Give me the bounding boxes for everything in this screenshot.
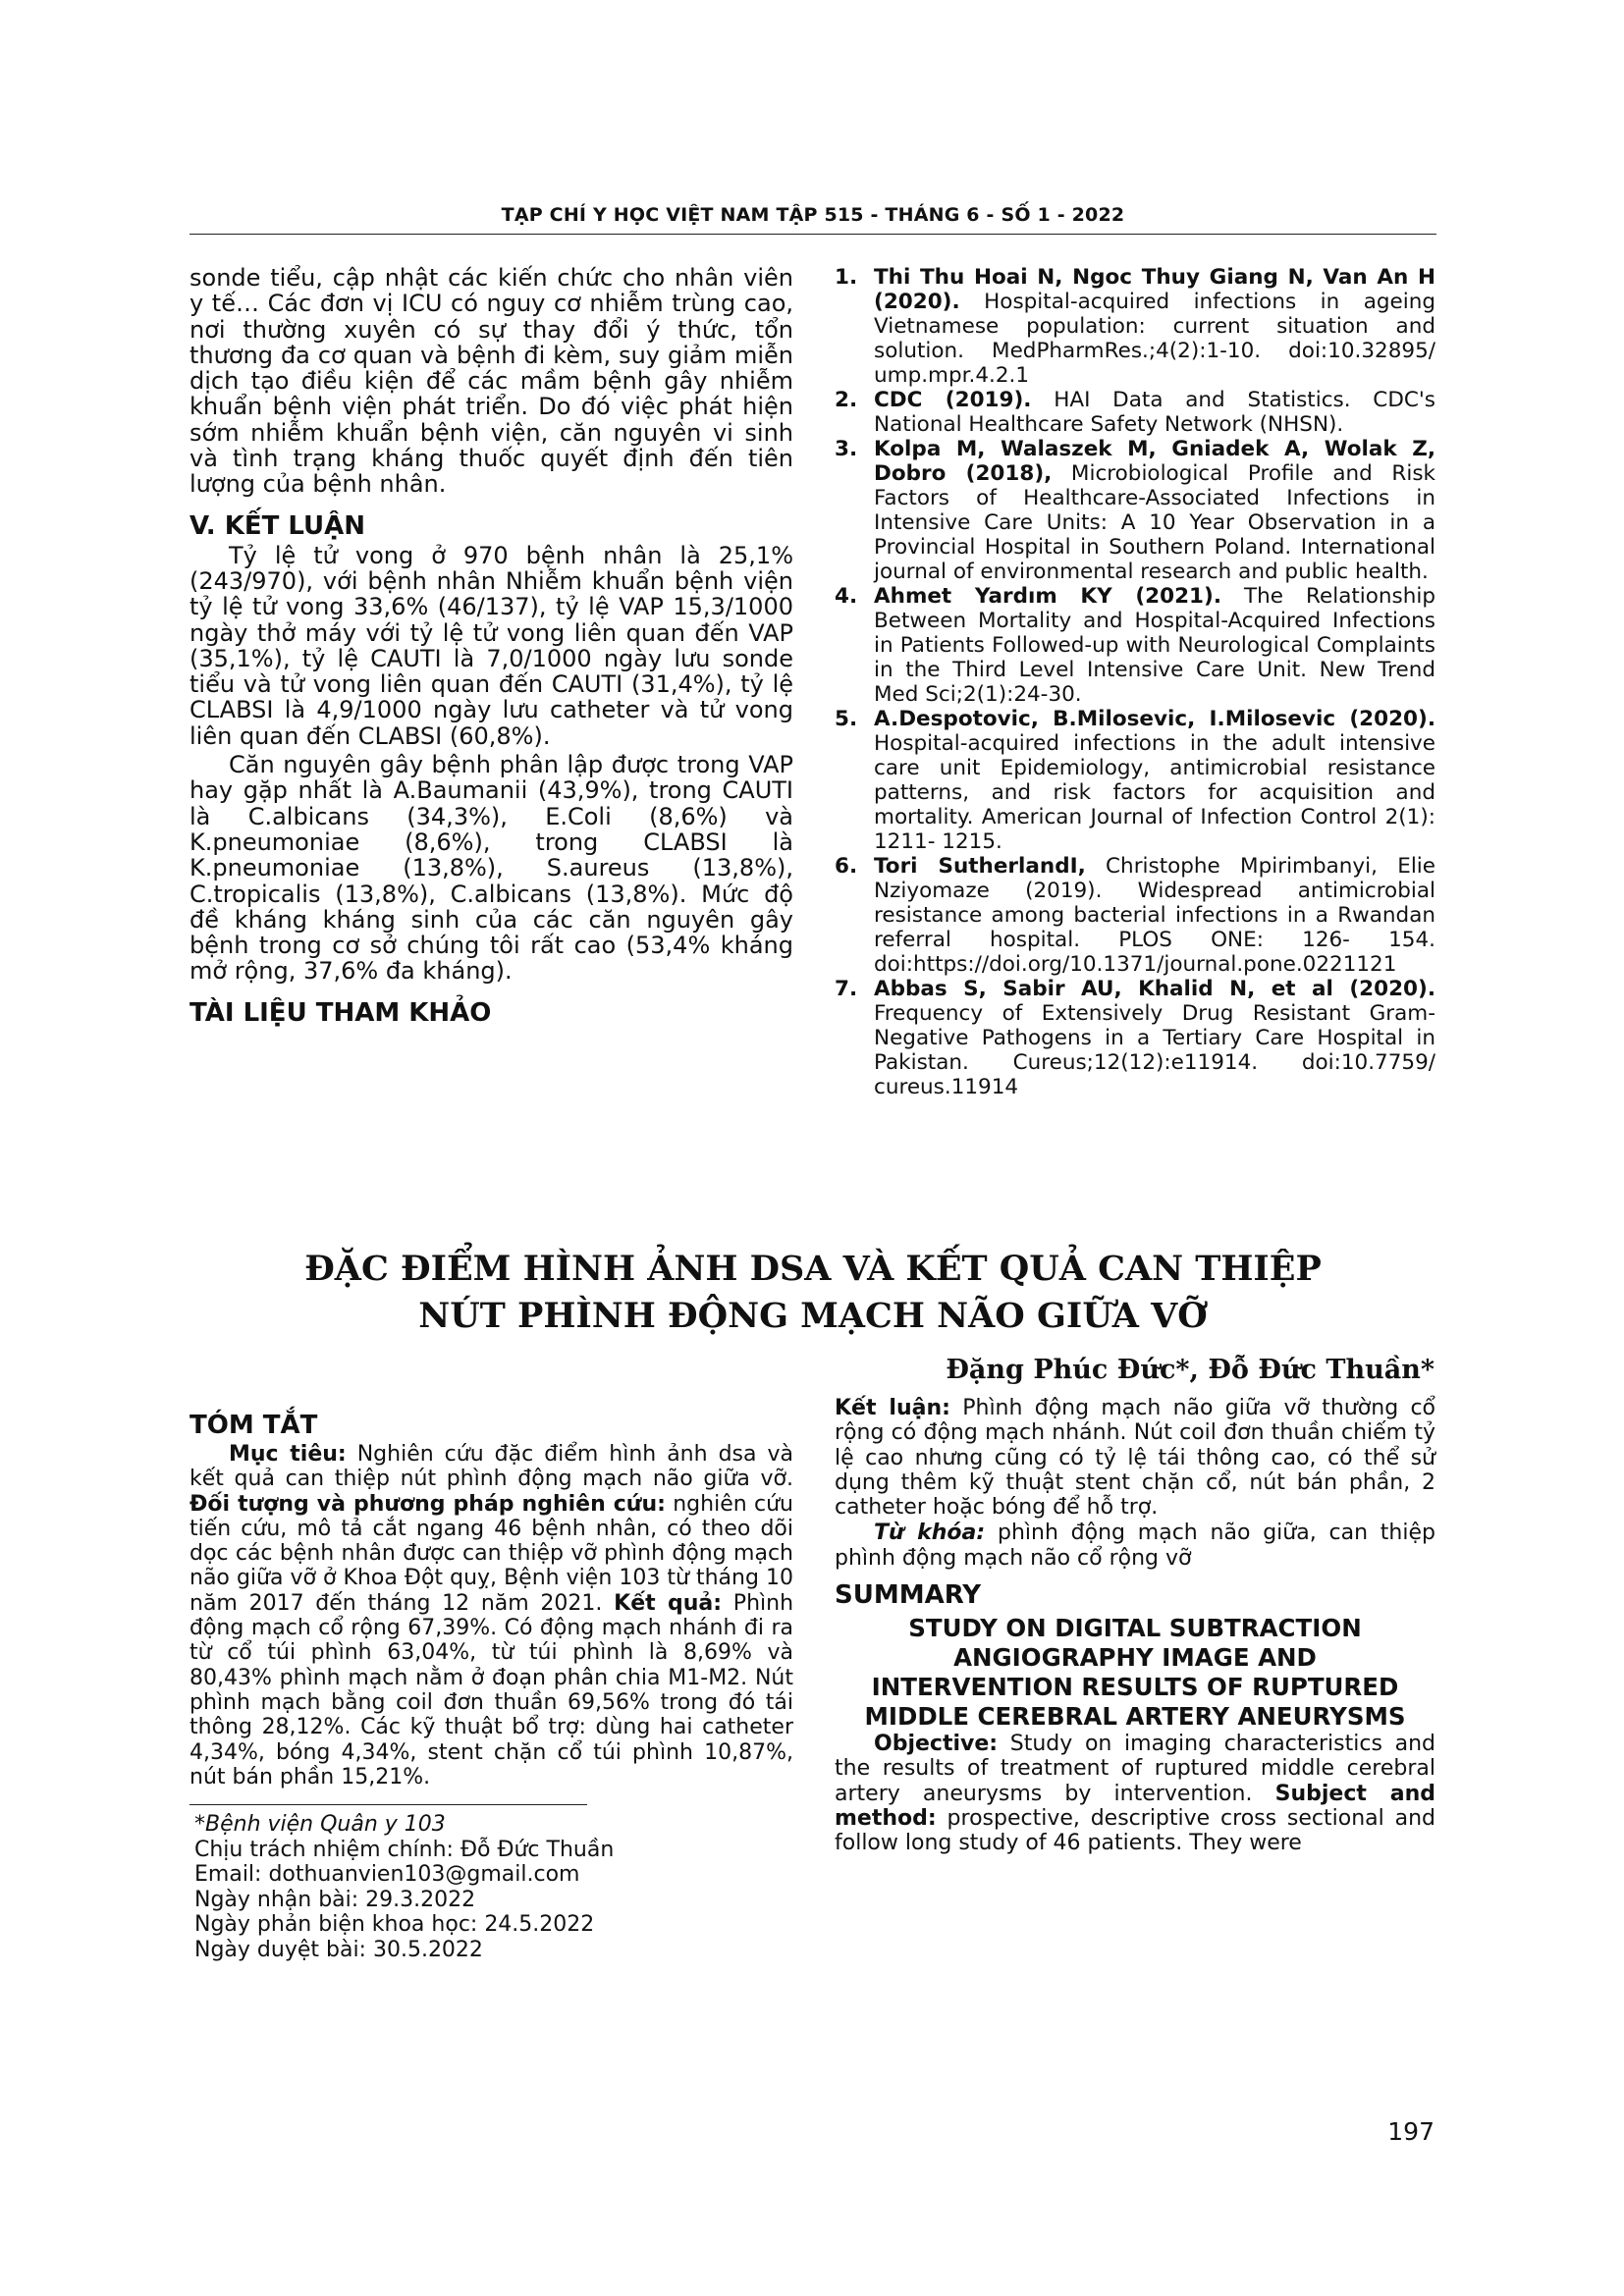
references-column bbox=[835, 265, 1435, 1099]
abstract-continuation: Kết luận: Phình động mạch não giữa vỡ thường cổ rộng có động mạch nhánh. Nút coil đơn thuần chiếm tỷ lệ cao nhưng cũng có tỷ lệ tái thông cao, có thể sử dụng thêm kỹ thuật stent chặn cổ, nút bán phần, 2 catheter hoặc bóng để hỗ trợ. bbox=[835, 1396, 1435, 1521]
reference-item: 1. Thi Thu Hoai N, Ngoc Thuy Giang N, Van An H (2020). Hospital-acquired infections in ageing Vietnamese population: current situation and solution. MedPharmRes.;4(2):1-10. doi:10.32895/ ump.mpr.4.2.1 bbox=[835, 265, 1435, 388]
reference-item: 6. Tori SutherlandI, Christophe Mpirimbanyi, Elie Nziyomaze (2019). Widespread antimicrobial resistance among bacterial infections in a Rwandan referral hospital. PLOS ONE: 126- 154. doi:https://doi.org/10.1371/journal.pone.0221121 bbox=[835, 854, 1435, 977]
article-authors: Đặng Phúc Đức*, Đỗ Đức Thuần* bbox=[946, 1355, 1435, 1385]
reference-item: 3. Kolpa M, Walaszek M, Gniadek A, Wolak Z, Dobro (2018), Microbiological Profile and Risk Factors of Healthcare-Associated Infections in Intensive Care Units: A 10 Year Observation in a Provincial Hospital in Southern Poland. International journal of environmental research and public health. bbox=[835, 437, 1435, 584]
abstract-paragraph: Mục tiêu: Nghiên cứu đặc điểm hình ảnh dsa và kết quả can thiệp nút phình động mạch não giữa vỡ. Đối tượng và phương pháp nghiên cứu: nghiên cứu tiến cứu, mô tả cắt ngang 46 bệnh nhân, có theo dõi dọc các bệnh nhân được can thiệp vỡ phình động mạch não giữa vỡ ở Khoa Đột quỵ, Bệnh viện 103 từ tháng 10 năm 2017 đến tháng 12 năm 2021. Kết quả: Phình động mạch cổ rộng 67,39%. Có động mạch nhánh đi ra từ cổ túi phình 63,04%, từ túi phình là 8,69% và 80,43% phình mạch nằm ở đoạn phân chia M1-M2. Nút phình mạch bằng coil đơn thuần 69,56% trong đó tái thông 28,12%. Các kỹ thuật bổ trợ: dùng hai catheter 4,34%, bóng 4,34%, stent chặn cổ túi phình 10,87%, nút bán phần 15,21%. bbox=[189, 1442, 794, 1789]
author-footnotes bbox=[194, 1812, 614, 1962]
article-title-line-1: ĐẶC ĐIỂM HÌNH ẢNH DSA VÀ KẾT QUẢ CAN THIỆP bbox=[304, 1249, 1322, 1289]
reference-list bbox=[835, 265, 1435, 1099]
continuation-paragraph: sonde tiểu, cập nhật các kiến chức cho nhân viên y tế… Các đơn vị ICU có nguy cơ nhiễm trùng cao, nơi thường xuyên có sự thay đổi ý thức, tổn thương đa cơ quan và bệnh đi kèm, suy giảm miễn dịch tạo điều kiện để các mầm bệnh gây nhiễm khuẩn bệnh viện phát triển. Do đó việc phát hiện sớm nhiễm khuẩn bệnh viện, căn nguyên vi sinh và tình trạng kháng thuốc quyết định đến tiên lượng của bệnh nhân. bbox=[189, 264, 793, 499]
footnote-divider bbox=[189, 1804, 587, 1805]
summary-title: STUDY ON DIGITAL SUBTRACTION ANGIOGRAPHY IMAGE AND INTERVENTION RESULTS OF RUPTURED MIDDLE CEREBRAL ARTERY ANEURYSMS bbox=[864, 1614, 1406, 1732]
reference-item: 7. Abbas S, Sabir AU, Khalid N, et al (2020). Frequency of Extensively Drug Resistant Gram-Negative Pathogens in a Tertiary Care Hospital in Pakistan. Cureus;12(12):e11914. doi:10.7759/ cureus.11914 bbox=[835, 977, 1435, 1099]
footnote-reviewed: Ngày phản biện khoa học: 24.5.2022 bbox=[194, 1912, 595, 1937]
previous-article-left-column bbox=[189, 265, 793, 1028]
reference-item: 2. CDC (2019). HAI Data and Statistics. CDC's National Healthcare Safety Network (NHSN). bbox=[835, 388, 1435, 437]
article-title-line-2: NÚT PHÌNH ĐỘNG MẠCH NÃO GIỮA VỠ bbox=[418, 1296, 1208, 1336]
journal-header: TẠP CHÍ Y HỌC VIỆT NAM TẬP 515 - THÁNG 6 - SỐ 1 - 2022 bbox=[501, 204, 1125, 226]
reference-item: 4. Ahmet Yardım KY (2021). The Relationship Between Mortality and Hospital-Acquired Infections in Patients Followed-up with Neurological Complaints in the Third Level Intensive Care Unit. New Trend Med Sci;2(1):24-30. bbox=[835, 584, 1435, 707]
footnote-corresponding: Chịu trách nhiệm chính: Đỗ Đức Thuần bbox=[194, 1837, 615, 1862]
reference-item: 5. A.Despotovic, B.Milosevic, I.Milosevic (2020). Hospital-acquired infections in the adult intensive care unit Epidemiology, antimicrobial resistance patterns, and risk factors for acquisition and mortality. American Journal of Infection Control 2(1): 1211- 1215. bbox=[835, 707, 1435, 854]
conclusion-heading: V. KẾT LUẬN bbox=[189, 510, 366, 541]
abstract-right-column bbox=[835, 1396, 1435, 1856]
footnote-received: Ngày nhận bài: 29.3.2022 bbox=[194, 1887, 476, 1912]
footnote-email: Email: dothuanvien103@gmail.com bbox=[194, 1862, 580, 1887]
keywords-paragraph: Từ khóa: phình động mạch não giữa, can thiệp phình động mạch não cổ rộng vỡ bbox=[835, 1521, 1435, 1571]
footnote-affiliation: *Bệnh viện Quân y 103 bbox=[194, 1812, 446, 1837]
abstract-heading: TÓM TẮT bbox=[189, 1411, 318, 1440]
footnote-accepted: Ngày duyệt bài: 30.5.2022 bbox=[194, 1937, 483, 1962]
summary-heading: SUMMARY bbox=[835, 1580, 982, 1611]
conclusion-paragraph-1: Tỷ lệ tử vong ở 970 bệnh nhân là 25,1% (243/970), với bệnh nhân Nhiễm khuẩn bệnh viện tỷ lệ tử vong 33,6% (46/137), tỷ lệ VAP 15,3/1000 ngày thở máy với tỷ lệ tử vong liên quan đến VAP (35,1%), tỷ lệ CAUTI là 7,0/1000 ngày lưu sonde tiểu và tử vong liên quan đến CAUTI (31,4%), tỷ lệ CLABSI là 4,9/1000 ngày lưu catheter và tử vong liên quan đến CLABSI (60,8%). bbox=[189, 541, 793, 750]
header-divider bbox=[189, 234, 1436, 235]
conclusion-paragraph-2: Căn nguyên gây bệnh phân lập được trong VAP hay gặp nhất là A.Baumanii (43,9%), trong CAUTI là C.albicans (34,3%), E.Coli (8,6%) và K.pneumoniae (8,6%), trong CLABSI là K.pneumoniae (13,8%), S.aureus (13,8%), C.tropicalis (13,8%), C.albicans (13,8%). Mức độ đề kháng kháng sinh của các căn nguyên gây bệnh trong cơ sở chúng tôi rất cao (53,4% kháng mở rộng, 37,6% đa kháng). bbox=[189, 751, 793, 986]
abstract-column bbox=[189, 1411, 793, 1789]
references-heading: TÀI LIỆU THAM KHẢO bbox=[189, 997, 492, 1028]
page-number: 197 bbox=[1387, 2117, 1435, 2146]
summary-paragraph: Objective: Study on imaging characteristics and the results of treatment of ruptured middle cerebral artery aneurysms by intervention. Subject and method: prospective, descriptive cross sectional and follow long study of 46 patients. They were bbox=[835, 1732, 1435, 1856]
